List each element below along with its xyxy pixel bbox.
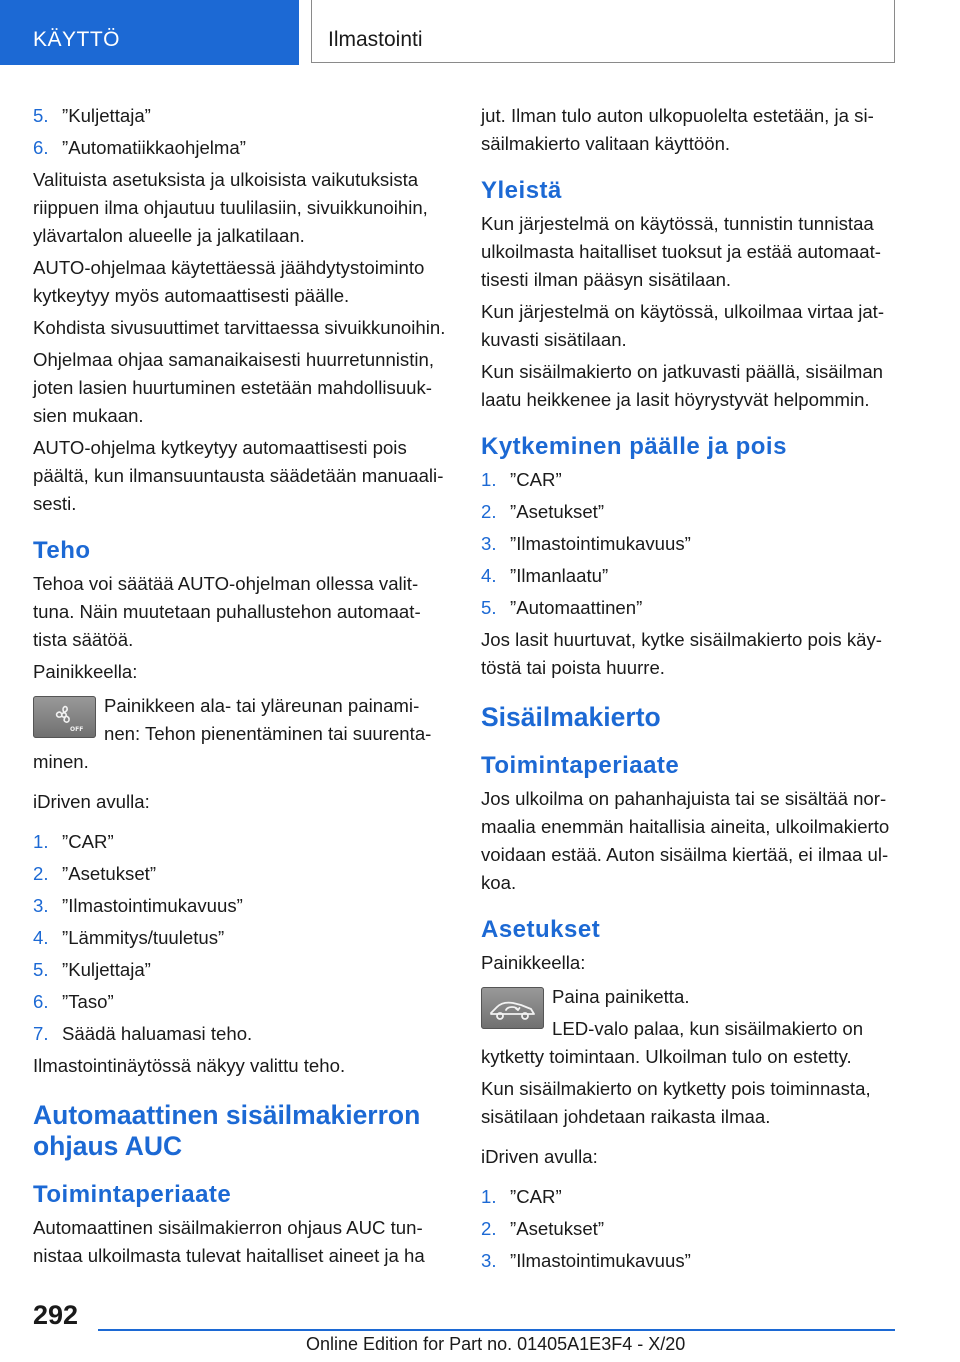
list-item: 6. ”Automatiikkaohjelma” [33, 137, 246, 158]
section-heading-sisailmakierto: Sisäilmakierto [481, 702, 661, 732]
list-item: 2. ”Asetukset” [481, 501, 605, 522]
list-item: 2. ”Asetukset” [33, 863, 157, 884]
list-item: 3. ”Ilmastointimukavuus” [481, 533, 691, 554]
section-heading-kytkeminen: Kytkeminen päälle ja pois [481, 433, 787, 460]
paragraph: Kun sisäilmakierto on jatkuvasti päällä, sisäilman laatu heikkenee ja lasit höyrystyvät helpommin. [481, 361, 884, 410]
header-section-title: KÄYTTÖ [33, 28, 121, 51]
paragraph: AUTO-ohjelmaa käytettäessä jäähdytystoiminto kytkeytyy myös automaattisesti päälle. [33, 257, 425, 306]
paragraph: Kun järjestelmä on käytössä, tunnistin tunnistaa ulkoilmasta haitalliset tuoksut ja estää automaattisesti ilman pääsyn sisätilaan. [481, 213, 881, 290]
section-heading-yleista: Yleistä [481, 177, 562, 204]
svg-text:OFF: OFF [70, 726, 84, 733]
paragraph: Ilmastointinäytössä näkyy valittu teho. [33, 1055, 346, 1076]
subsection-heading-toimintaperiaate: Toimintaperiaate [481, 752, 680, 779]
paragraph: Tehoa voi säätää AUTO-ohjelman ollessa valittuna. Näin muutetaan puhallustehon automaattista säätöä. [33, 573, 421, 650]
list-item: 3. ”Ilmastointimukavuus” [33, 895, 243, 916]
paragraph: Kun sisäilmakierto on kytketty pois toiminnasta, sisätilaan johdetaan raikasta ilmaa. [481, 1078, 871, 1127]
list-item: 2. ”Asetukset” [481, 1218, 605, 1239]
subsection-heading-toimintaperiaate: Toimintaperiaate [33, 1181, 232, 1208]
list-item: 1. ”CAR” [33, 831, 114, 852]
paragraph: Kun järjestelmä on käytössä, ulkoilmaa virtaa jatkuvasti sisätilaan. [481, 301, 885, 350]
recirculation-button-icon [481, 987, 544, 1029]
list-item: 5. ”Automaattinen” [481, 597, 643, 618]
paragraph: iDriven avulla: [481, 1146, 598, 1167]
header-section-tab [0, 0, 299, 65]
fan-button-paragraph: OFF Painikkeen ala- tai yläreunan painaminen: Tehon pienentäminen tai suurentaminen. [33, 695, 432, 772]
paragraph: jut. Ilman tulo auton ulkopuolelta estetään, ja sisäilmakierto valitaan käyttöön. [481, 105, 874, 154]
recirculation-button-paragraph: Paina painiketta. [481, 983, 896, 1011]
list-item: 4. ”Ilmanlaatu” [481, 565, 609, 586]
paragraph: Jos lasit huurtuvat, kytke sisäilmakierto pois käytöstä tai poista huurre. [481, 629, 882, 678]
list-item: 4. ”Lämmitys/tuuletus” [33, 927, 225, 948]
list-item: 7. Säädä haluamasi teho. [33, 1023, 253, 1044]
list-item: 1. ”CAR” [481, 1186, 562, 1207]
paragraph: LED-valo palaa, kun sisäilmakierto on kytketty toimintaan. Ulkoilman tulo on estetty. [481, 1018, 864, 1067]
header-chapter-title: Ilmastointi [328, 28, 423, 51]
paragraph: Ohjelmaa ohjaa samanaikaisesti huurretunnistin, joten lasien huurtuminen estetään mahdollisuuksien mukaan. [33, 349, 435, 426]
footer-divider [98, 1329, 895, 1331]
list-item: 6. ”Taso” [33, 991, 114, 1012]
paragraph: Painikkeella: [481, 952, 586, 973]
right-column [481, 102, 896, 1279]
list-item: 5. ”Kuljettaja” [33, 105, 151, 126]
paragraph: Kohdista sivusuuttimet tarvittaessa sivuikkunoihin. [33, 317, 446, 338]
page-number: 292 [33, 1300, 79, 1330]
list-item: 5. ”Kuljettaja” [33, 959, 151, 980]
paragraph: Jos ulkoilma on pahanhajuista tai se sisältää normaalia enemmän haitallisia aineita, ulkoilmakierto voidaan estää. Auton sisäilma kiertää, ei ilmaa ulkoa. [481, 788, 890, 893]
paragraph: Painikkeella: [33, 661, 138, 682]
header-chapter-tab [311, 0, 895, 63]
section-heading-auc: Automaattinen sisäilmakierron ohjaus AUC [33, 1100, 421, 1161]
list-item: 3. ”Ilmastointimukavuus” [481, 1250, 691, 1271]
fan-speed-button-icon [33, 696, 96, 738]
footer-edition-text: Online Edition for Part no. 01405A1E3F4 - X/20 [306, 1334, 686, 1354]
paragraph: AUTO-ohjelma kytkeytyy automaattisesti pois päältä, kun ilmansuuntausta säädetään manuaalisesti. [33, 437, 444, 514]
paragraph: iDriven avulla: [33, 791, 150, 812]
paragraph: Automaattinen sisäilmakierron ohjaus AUC tunnistaa ulkoilmasta tulevat haitalliset aineet ja ha [33, 1217, 425, 1266]
paragraph: Valituista asetuksista ja ulkoisista vaikutuksista riippuen ilma ohjautuu tuulilasiin, sivuikkunoihin, ylävartalon alueelle ja jalkatilaan. [33, 169, 428, 246]
subsection-heading-asetukset: Asetukset [481, 916, 601, 943]
list-item: 1. ”CAR” [481, 469, 562, 490]
section-heading-teho: Teho [33, 537, 91, 564]
left-column [33, 102, 448, 1274]
